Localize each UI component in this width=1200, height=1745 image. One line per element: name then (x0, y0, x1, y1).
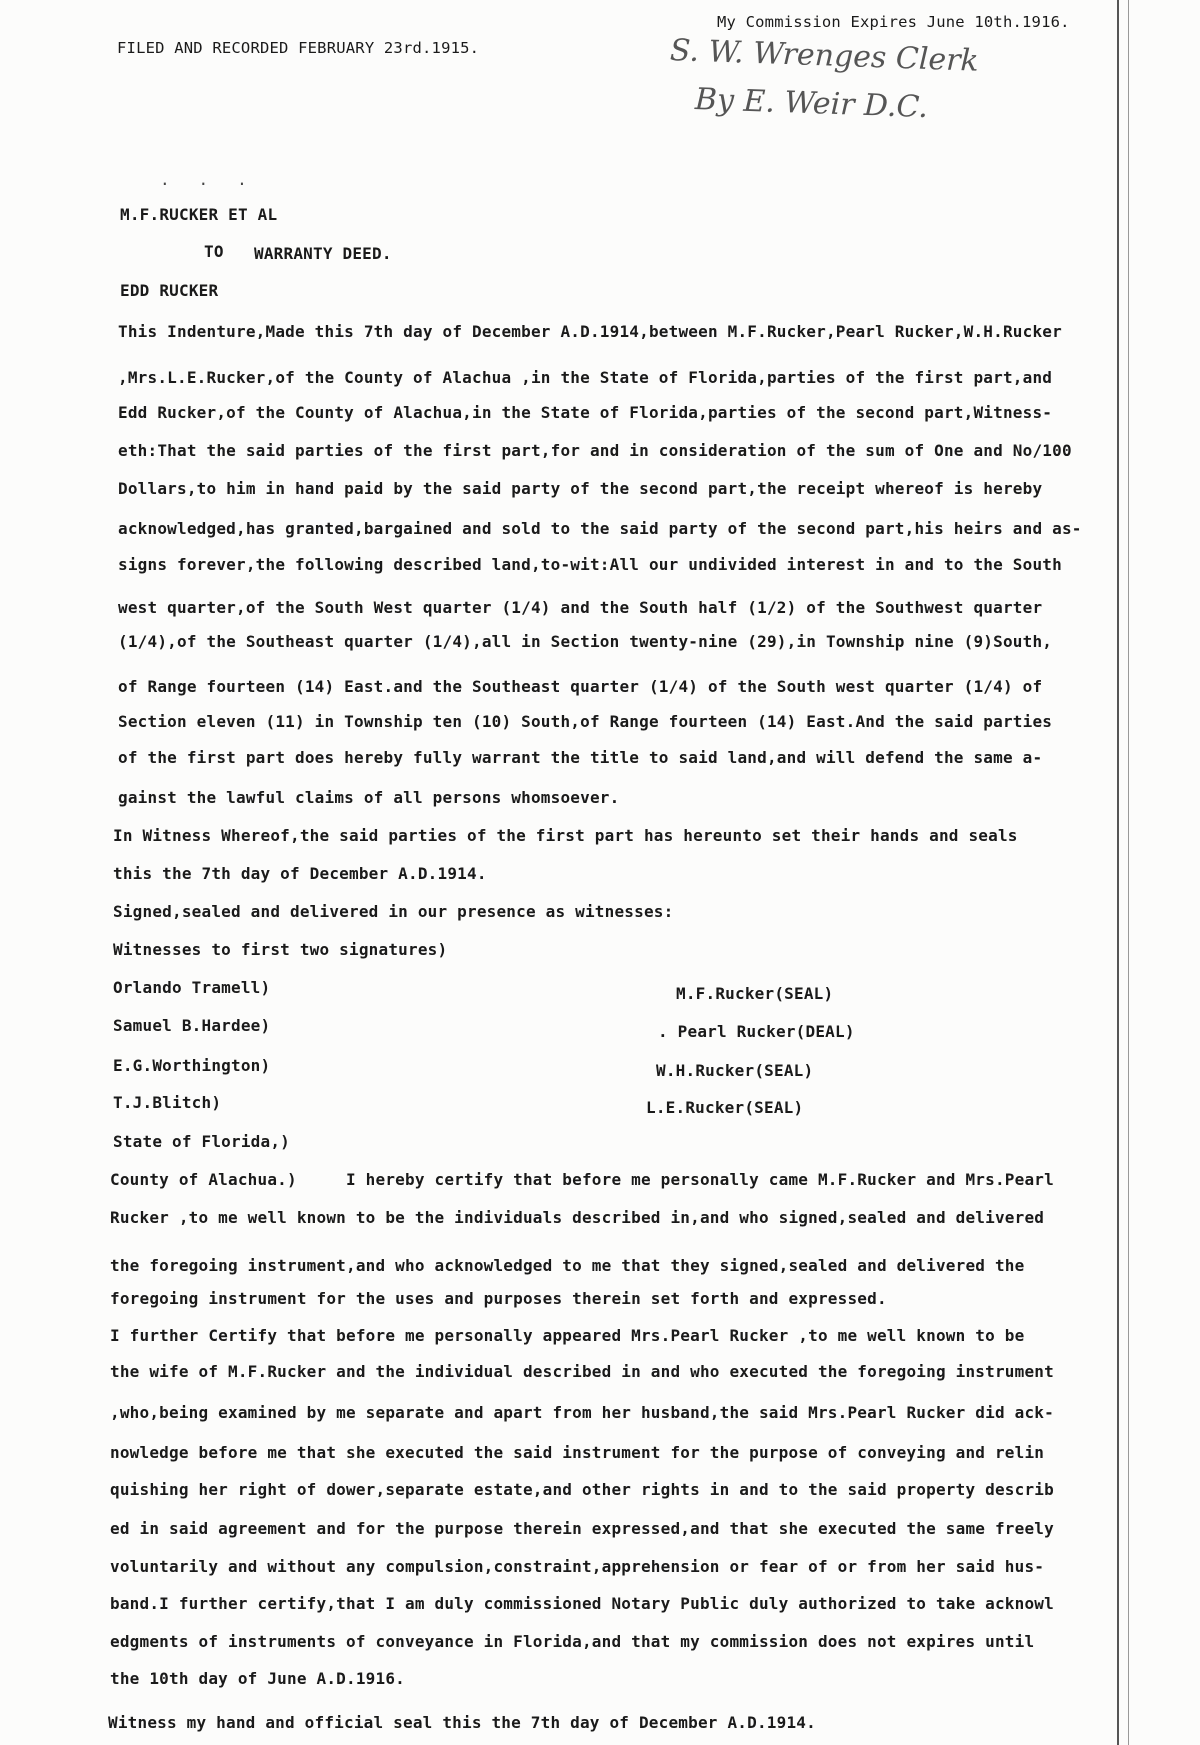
body-line: Signed,sealed and delivered in our presence as witnesses: (113, 902, 674, 921)
stray-marks: . . . (160, 170, 247, 189)
to-caption: TO (204, 242, 224, 261)
body-line: Edd Rucker,of the County of Alachua,in the State of Florida,parties of the second part,Witness- (118, 403, 1053, 422)
body-line: gainst the lawful claims of all persons whomsoever. (118, 788, 620, 807)
witness-name: Samuel B.Hardee) (113, 1016, 271, 1035)
deed-type-caption: WARRANTY DEED. (254, 244, 392, 263)
ack-line: ed in said agreement and for the purpose therein expressed,and that she executed the same freely (110, 1519, 1054, 1538)
body-line: signs forever,the following described land,to-wit:All our undivided interest in and to the South (118, 555, 1062, 574)
ack-line: State of Florida,) (113, 1132, 290, 1151)
ack-line: the wife of M.F.Rucker and the individual described in and who executed the foregoing instrument (110, 1362, 1054, 1381)
body-line: ,Mrs.L.E.Rucker,of the County of Alachua ,in the State of Florida,parties of the first part,and (118, 368, 1053, 387)
filed-and-recorded: FILED AND RECORDED FEBRUARY 23rd.1915. (117, 39, 480, 57)
body-line: (1/4),of the Southeast quarter (1/4),all in Section twenty-nine (29),in Township nine (9)South, (118, 632, 1053, 651)
body-line: Witnesses to first two signatures) (113, 940, 448, 959)
witness-name: Orlando Tramell) (113, 978, 271, 997)
ack-line: County of Alachua.) I hereby certify that before me personally came M.F.Rucker and Mrs.Pearl (110, 1170, 1054, 1189)
grantor-signature: W.H.Rucker(SEAL) (656, 1061, 814, 1080)
body-line: Dollars,to him in hand paid by the said party of the second part,the receipt whereof is hereby (118, 479, 1043, 498)
body-line: of the first part does hereby fully warrant the title to said land,and will defend the same a- (118, 748, 1043, 767)
deputy-clerk-signature-handwriting: By E. Weir D.C. (694, 82, 929, 126)
right-margin-rule-inner (1128, 0, 1129, 1745)
body-line: eth:That the said parties of the first part,for and in consideration of the sum of One and No/100 (118, 441, 1072, 460)
ack-line: ,who,being examined by me separate and apart from her husband,the said Mrs.Pearl Rucker did ack- (110, 1403, 1054, 1422)
witness-name: E.G.Worthington) (113, 1056, 271, 1075)
commission-expiry: My Commission Expires June 10th.1916. (717, 13, 1070, 31)
ack-line: quishing her right of dower,separate estate,and other rights in and to the said property describ (110, 1480, 1054, 1499)
body-line: This Indenture,Made this 7th day of December A.D.1914,between M.F.Rucker,Pearl Rucker,W.H.Rucker (118, 322, 1062, 341)
ack-line: I further Certify that before me personally appeared Mrs.Pearl Rucker ,to me well known to be (110, 1326, 1025, 1345)
grantor-signature: . Pearl Rucker(DEAL) (658, 1022, 855, 1041)
ack-line: foregoing instrument for the uses and purposes therein set forth and expressed. (110, 1289, 887, 1308)
grantee-caption: EDD RUCKER (120, 281, 219, 300)
grantor-signature: M.F.Rucker(SEAL) (676, 984, 834, 1003)
witness-name: T.J.Blitch) (113, 1093, 222, 1112)
ack-line: edgments of instruments of conveyance in Florida,and that my commission does not expires until (110, 1632, 1035, 1651)
body-line: acknowledged,has granted,bargained and sold to the said party of the second part,his heirs and as- (118, 519, 1082, 538)
body-line: In Witness Whereof,the said parties of the first part has hereunto set their hands and seals (113, 826, 1018, 845)
body-line: this the 7th day of December A.D.1914. (113, 864, 487, 883)
body-line: of Range fourteen (14) East.and the Southeast quarter (1/4) of the South west quarter (1/4) of (118, 677, 1043, 696)
body-line: west quarter,of the South West quarter (1/4) and the South half (1/2) of the Southwest quarter (118, 598, 1043, 617)
grantor-caption: M.F.RUCKER ET AL (120, 205, 278, 224)
ack-line: the 10th day of June A.D.1916. (110, 1669, 405, 1688)
clerk-signature-handwriting: S. W. Wrenges Clerk (669, 33, 980, 79)
ack-line: voluntarily and without any compulsion,constraint,apprehension or fear of or from her said hus- (110, 1557, 1045, 1576)
ack-line: Witness my hand and official seal this the 7th day of December A.D.1914. (108, 1713, 816, 1732)
ack-line: Rucker ,to me well known to be the individuals described in,and who signed,sealed and delivered (110, 1208, 1045, 1227)
ack-line: band.I further certify,that I am duly commissioned Notary Public duly authorized to take acknowl (110, 1594, 1054, 1613)
ack-line: nowledge before me that she executed the said instrument for the purpose of conveying and relin (110, 1443, 1045, 1462)
ack-line: the foregoing instrument,and who acknowledged to me that they signed,sealed and delivered the (110, 1256, 1025, 1275)
body-line: Section eleven (11) in Township ten (10) South,of Range fourteen (14) East.And the said parties (118, 712, 1053, 731)
grantor-signature: L.E.Rucker(SEAL) (646, 1098, 804, 1117)
right-margin-rule (1117, 0, 1119, 1745)
